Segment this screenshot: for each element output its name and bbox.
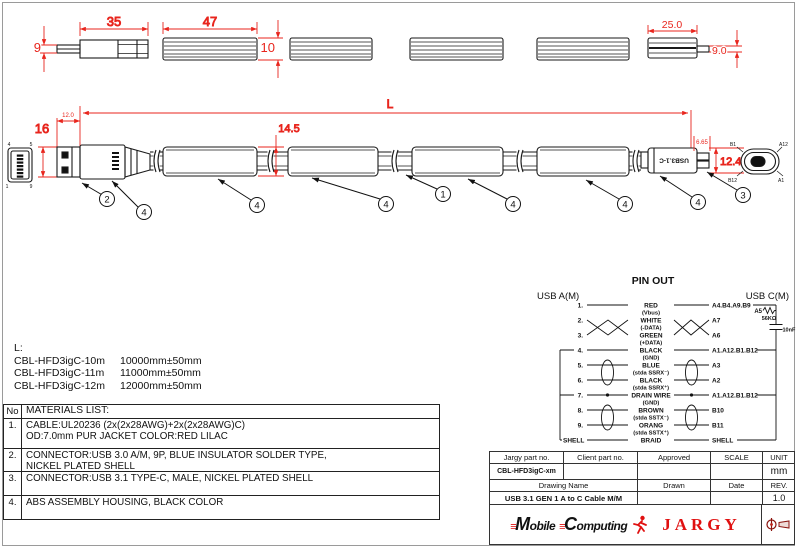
table-row [4, 448, 439, 471]
dim-35 [80, 14, 148, 36]
top-view-boot-segment-4 [537, 38, 629, 60]
usb-c-pin-tr: A12 [779, 142, 788, 148]
jargy-part-no-header: Jargy part no. [490, 452, 564, 464]
drawing-name-value: USB 3.1 GEN 1 A to C Cable M/M [490, 492, 638, 504]
usb-c-housing-label: USB3.1-C [659, 156, 689, 164]
logo-letter: C [564, 514, 577, 534]
dim-16-label: 16 [34, 121, 50, 136]
wire-sub: (stda SSTX⁻) [633, 415, 669, 422]
jargy-part-no-value: CBL-HFD3igC-xm [490, 464, 564, 480]
part-number: CBL-HFD3igC-10m [14, 354, 106, 367]
callout-balloons [82, 172, 751, 220]
usb-a-pin-br: 9 [29, 184, 33, 190]
speed-lines-icon: ≡ [510, 521, 517, 533]
running-man-icon [631, 515, 648, 535]
shield-oval [686, 405, 698, 430]
twisted-pair-right [674, 320, 709, 335]
callout-4c: 4 [383, 199, 389, 211]
callout-3: 3 [740, 190, 746, 202]
wire-sub: (stda SSTX⁺) [633, 430, 669, 437]
cable-drawing [0, 0, 800, 270]
pin-row: 9. [577, 422, 583, 430]
part-number: CBL-HFD3igC-11m [14, 367, 105, 379]
wire-color: WHITE [640, 317, 662, 325]
dim-9-0-label: 9.0 [712, 45, 727, 57]
drawn-header: Drawn [638, 480, 711, 492]
pin-right: A1.A12.B1.B12 [712, 347, 758, 355]
pin-row: 2. [577, 317, 583, 325]
mobile-computing-logo [510, 514, 627, 535]
pin-right: B10 [712, 407, 724, 415]
wire-sub: (GND) [642, 355, 660, 362]
title-block [489, 451, 795, 505]
approved-value [638, 464, 711, 480]
date-header: Date [711, 480, 763, 492]
wire-sub: (-DATA) [640, 325, 662, 332]
dim-9 [34, 26, 57, 72]
dim-12-0 [57, 113, 80, 147]
material-line: NICKEL PLATED SHELL [26, 460, 135, 472]
logo-text: omputing [576, 519, 628, 533]
row-number: 4. [4, 496, 22, 519]
table-row [4, 495, 439, 519]
scale-header: SCALE [711, 452, 763, 464]
dim-25-0-label: 25.0 [661, 19, 683, 31]
usb-c-pin-bl: B12 [728, 178, 737, 184]
wire-color: BRAID [640, 437, 662, 445]
dim-35-label: 35 [106, 14, 122, 29]
rev-value: 1.0 [772, 493, 786, 503]
usb-a-pin-tr: 5 [29, 142, 33, 148]
table-row [4, 418, 439, 448]
pin-right: A7 [712, 317, 721, 325]
part-length: 11000mm±50mm [120, 367, 201, 379]
cable-sections [150, 150, 648, 172]
rev-header: REV. [763, 480, 795, 492]
pinout-diagram [533, 272, 796, 450]
dim-L-label: L [386, 97, 394, 111]
pin-row: 4. [577, 347, 583, 355]
table-row [4, 471, 439, 495]
dim-L [80, 97, 691, 148]
wire-sub: (stda SSRX⁻) [632, 370, 670, 377]
wire-sub: (+DATA) [639, 340, 663, 347]
row-number: 2. [4, 449, 22, 471]
dim-14-5 [258, 123, 300, 176]
pin-right: B11 [712, 422, 724, 430]
materials-header-row [4, 405, 439, 418]
pin-right: SHELL [712, 437, 734, 445]
branding-bar [489, 505, 795, 545]
dim-16 [35, 121, 57, 177]
top-view-usb-c-overmold [648, 38, 709, 58]
length-row [14, 355, 202, 368]
dim-6-65-label: 6.65 [696, 140, 708, 146]
wire-color: BLUE [642, 362, 660, 370]
shield-oval [686, 360, 698, 385]
top-view-boot-segment-3 [410, 38, 503, 60]
usb-a-plug-side-view [57, 145, 150, 179]
drawing-name-header: Drawing Name [490, 480, 638, 492]
pin-right: A6 [712, 332, 721, 340]
shield-oval [602, 360, 614, 385]
callout-4f: 4 [695, 197, 701, 209]
usb-c-pin-br: A1 [778, 178, 785, 184]
pin-row: 1. [577, 302, 583, 310]
material-line: CABLE:UL20236 (2x(2x28AWG)+2x(2x28AWG)C) [26, 420, 245, 431]
jargy-logo: JARGY [662, 514, 741, 534]
part-length: 12000mm±50mm [120, 379, 202, 392]
pin-row: 5. [577, 362, 583, 370]
dim-10-label: 10 [260, 40, 275, 55]
approved-header: Approved [638, 452, 711, 464]
client-part-no-value [564, 464, 638, 480]
usb-a-front-view [6, 142, 33, 190]
material-line: CONNECTOR:USB 3.0 A/M, 9P, BLUE INSULATOR SOLDER TYPE, [26, 450, 327, 461]
pinout-left-header: USB A(M) [537, 291, 580, 302]
wire-color: BLACK [639, 377, 663, 385]
resistor-symbol [763, 308, 776, 314]
materials-list-table [3, 404, 440, 520]
scale-value [711, 464, 763, 480]
gnd-bracket-left [560, 350, 574, 440]
drawn-value [638, 492, 711, 504]
length-row [14, 367, 202, 380]
pin-row: SHELL [563, 437, 585, 445]
logo-letter: M [515, 514, 530, 534]
capacitor-value: 10nF [782, 327, 796, 334]
pin-right: A1.A12.B1.B12 [712, 392, 758, 400]
wire-color: BROWN [638, 407, 664, 415]
usb-c-pin-tl: B1 [729, 142, 736, 148]
shield-oval [602, 405, 614, 430]
dim-9-0 [709, 30, 742, 68]
usb-logo-mark [112, 152, 119, 170]
dim-47-label: 47 [202, 14, 218, 29]
part-number: CBL-HFD3igC-12m [14, 379, 106, 392]
usb-a-pin-bl: 1 [5, 184, 9, 190]
wire-sub: (stda SSRX⁺) [632, 385, 670, 392]
unit-header: UNIT [763, 452, 795, 464]
date-value [711, 492, 763, 504]
vbus-cap-bus [770, 305, 783, 440]
dim-12-0-label: 12.0 [62, 113, 74, 119]
wire-color: BLACK [639, 347, 663, 355]
company-logos [490, 505, 761, 544]
pin-right: A4.B4.A9.B9 [712, 302, 751, 310]
material-line: OD:7.0mm PUR JACKET COLOR:RED LILAC [26, 430, 228, 442]
material-line: ABS ASSEMBLY HOUSING, BLACK COLOR [26, 497, 224, 508]
dim-25-0 [648, 19, 697, 34]
pinout-title: PIN OUT [631, 275, 675, 287]
callout-1: 1 [440, 189, 446, 201]
top-view-usb-a-overmold [57, 40, 148, 58]
pin-right: A2 [712, 377, 721, 385]
pin-row: 6. [577, 377, 583, 385]
part-length: 10000mm±50mm [120, 354, 202, 367]
length-row [14, 380, 202, 393]
wire-color: RED [644, 302, 658, 310]
wire-color: DRAIN WIRE [631, 392, 671, 400]
wire-sub: (GND) [642, 400, 660, 407]
dim-10 [258, 20, 283, 78]
no-column-header: No [4, 405, 22, 418]
projection-symbol-cell [761, 505, 794, 544]
material-line: CONNECTOR:USB 3.1 TYPE-C, MALE, NICKEL PLATED SHELL [26, 473, 314, 484]
pin-right: A3 [712, 362, 721, 370]
unit-value: mm [763, 464, 795, 480]
top-view-boot-segment-2 [290, 38, 372, 60]
logo-text: obile [529, 519, 556, 533]
callout-2: 2 [104, 194, 110, 206]
pinout-right-header: USB C(M) [745, 291, 789, 302]
top-view-boot-segment-1 [163, 38, 257, 60]
projection-symbol-icon [765, 517, 791, 532]
twisted-pair-left [587, 320, 628, 335]
materials-list-header: MATERIALS LIST: [26, 405, 110, 416]
dim-14-5-label: 14.5 [278, 123, 300, 135]
wire-sub: (Vbus) [641, 310, 661, 317]
length-table-label: L: [14, 342, 23, 354]
resistor-value: 56KΩ [761, 316, 777, 322]
dim-12-4-label: 12.4 [720, 156, 742, 168]
cc-node-label: A5 [754, 309, 762, 315]
wire-color: GREEN [639, 332, 663, 340]
dim-9-label: 9 [33, 40, 41, 55]
gnd-bus-stubs-right [737, 305, 776, 440]
usb-c-plug-side-view [648, 148, 709, 173]
client-part-no-header: Client part no. [564, 452, 638, 464]
callout-4d: 4 [510, 199, 516, 211]
pin-row: 7. [577, 392, 583, 400]
row-number: 1. [4, 419, 22, 448]
usb-a-pin-tl: 4 [7, 142, 11, 148]
dim-47 [163, 14, 257, 34]
pin-row: 8. [577, 407, 583, 415]
callout-4e: 4 [622, 199, 628, 211]
callout-4b: 4 [254, 200, 260, 212]
wire-color: ORANG [638, 422, 664, 430]
callout-4a: 4 [141, 207, 147, 219]
pin-row: 3. [577, 332, 583, 340]
dim-12-4 [709, 148, 744, 173]
length-table [14, 342, 202, 392]
speed-lines-icon: ≡ [559, 521, 566, 533]
row-number: 3. [4, 472, 22, 495]
